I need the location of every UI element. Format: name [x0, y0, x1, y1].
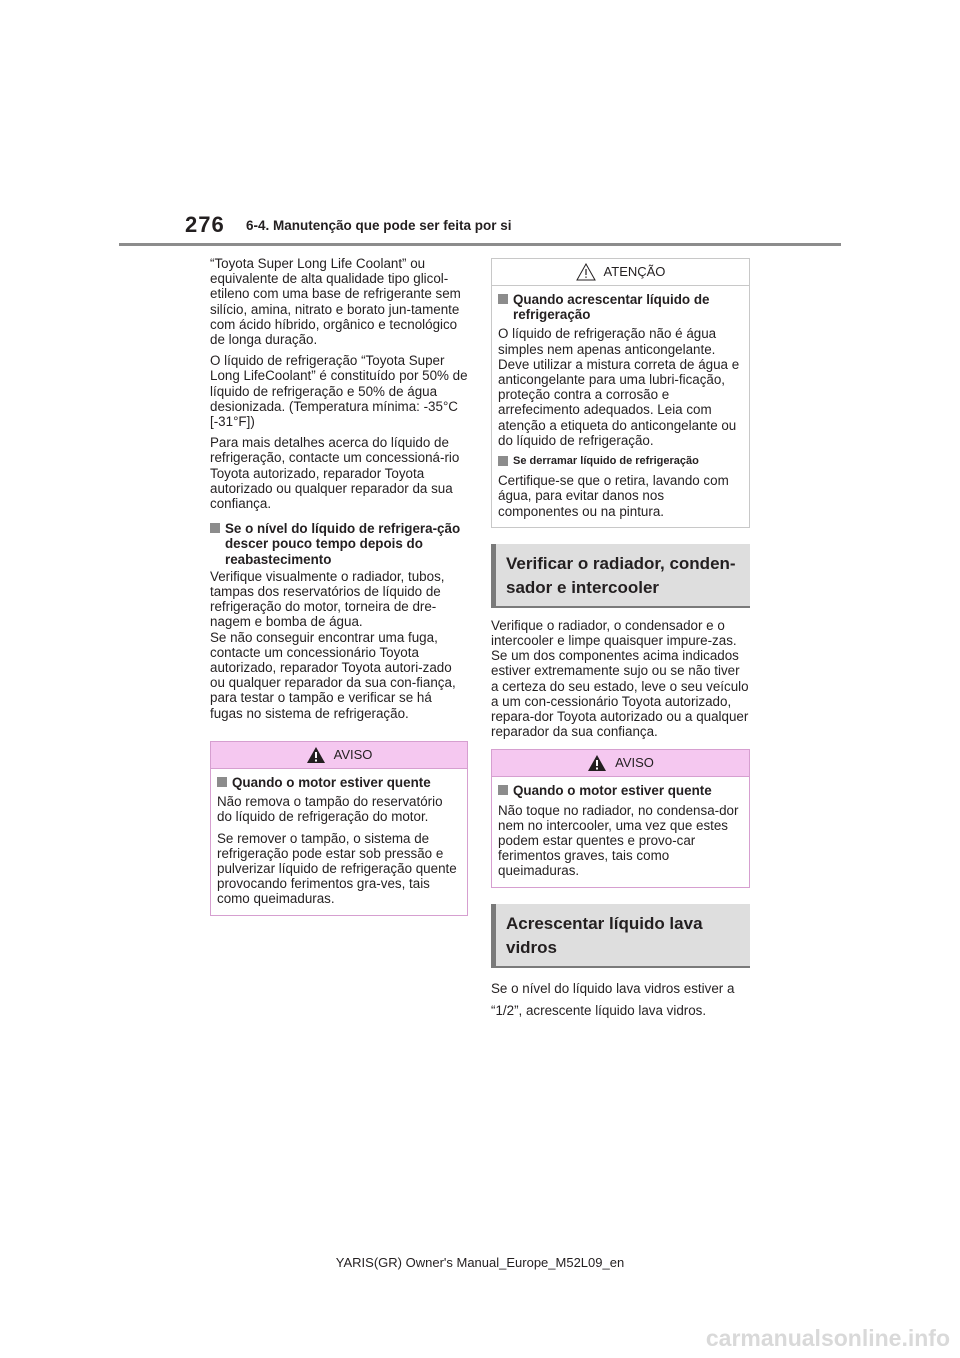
left-column — [210, 256, 468, 916]
subheading: Se o nível do líquido de refrigera-ção descer pouco tempo depois do reabastecimento — [210, 521, 468, 567]
caution-triangle-icon — [576, 263, 596, 281]
watermark: carmanualsonline.info — [705, 1325, 950, 1351]
paragraph: Se o nível do líquido lava vidros estiver a “1/2”, acrescente líquido lava vidros. — [491, 980, 735, 1018]
square-bullet-icon — [217, 777, 227, 787]
caution-text: Certifique-se que o retira, lavando com água, para evitar danos nos componentes ou na pintura. — [498, 473, 729, 519]
square-bullet-icon — [210, 523, 220, 533]
paragraph: “Toyota Super Long Life Coolant” ou equivalente de alta qualidade tipo glicol-etileno com uma base de refrigerante sem silício, amina, nitrato e borato jun-tamente com ácido híbrido, orgânico e tecnológico de longa duração. — [210, 256, 461, 348]
paragraph: Para mais detalhes acerca do líquido de refrigeração, contacte um concessioná-rio Toyota autorizado, reparador Toyota autorizado ou qualquer reparador da sua confiança. — [210, 435, 460, 512]
caution-text: O líquido de refrigeração não é água simples nem apenas anticongelante. Deve utilizar a mistura correta de água e anticongelante para uma lubri-ficação, proteção contra a corrosão e arrefecimento adequados. Leia com atenção a etiqueta do anticongelante ou do líquido de refrigeração. — [498, 326, 740, 448]
warning-text: Não toque no radiador, no condensa-dor nem no intercooler, uma vez que estes podem estar quentes e provo-car ferimentos graves, tais como queimaduras. — [498, 802, 739, 879]
footer: YARIS(GR) Owner's Manual_Europe_M52L09_en — [335, 1255, 625, 1270]
square-bullet-icon — [498, 456, 508, 466]
square-bullet-icon — [498, 785, 508, 795]
warning-text: Não remova o tampão do reservatório do líquido de refrigeração do motor. — [217, 794, 443, 825]
section-banner: Acrescentar líquido lava vidros — [491, 904, 750, 968]
page-number: 276 — [185, 212, 225, 237]
right-column — [491, 258, 750, 1028]
warning-box — [210, 741, 468, 916]
section-title: 6-4. Manutenção que pode ser feita por si — [246, 218, 512, 233]
warning-item-heading: Quando o motor estiver quente — [498, 783, 743, 798]
caution-title: ATENÇÃO — [603, 264, 666, 279]
warning-item-heading: Quando o motor estiver quente — [217, 775, 461, 790]
section-banner: Verificar o radiador, conden-sador e intercooler — [491, 544, 750, 608]
paragraph: Verifique visualmente o radiador, tubos, tampas dos reservatórios de líquido de refrigeração do motor, torneira de dre-nagem e bomba de água. — [210, 568, 445, 630]
warning-box — [491, 749, 750, 887]
header-rule — [119, 243, 841, 246]
square-bullet-icon — [498, 294, 508, 304]
warning-triangle-icon — [306, 746, 326, 764]
caution-item-heading: Quando acrescentar líquido de refrigeração — [498, 292, 743, 322]
warning-text: Se remover o tampão, o sistema de refrigeração pode estar sob pressão e pulverizar líquido de refrigeração quente provocando ferimentos gra-ves, tais como queimaduras. — [217, 830, 457, 907]
warning-title: AVISO — [615, 755, 654, 771]
paragraph: Se não conseguir encontrar uma fuga, contacte um concessionário Toyota autorizado, reparador Toyota autori-zado ou qualquer reparador da sua con-fiança, para testar o tampão e verificar se há fugas no sistema de refrigeração. — [210, 629, 456, 721]
warning-title: AVISO — [333, 746, 373, 762]
warning-box-header — [211, 742, 467, 769]
warning-triangle-icon — [587, 754, 607, 772]
paragraph: O líquido de refrigeração “Toyota Super Long LifeCoolant” é constituído por 50% de líquido de refrigeração e 50% de água desionizada. (Temperatura mínima: -35°C [-31°F]) — [210, 353, 468, 430]
caution-item-heading: Se derramar líquido de refrigeração — [498, 454, 743, 469]
caution-box-header — [492, 259, 749, 286]
caution-box — [491, 258, 750, 528]
paragraph: Verifique o radiador, o condensador e o intercooler e limpe quaisquer impure-zas. Se um dos componentes acima indicados estiver extremamente sujo ou se não tiver a certeza do seu estado, leve o seu veículo a um con-cessionário Toyota autorizado, repara-dor Toyota autorizado ou a qualquer reparador da sua confiança. — [491, 617, 749, 740]
warning-box-header — [492, 750, 749, 777]
